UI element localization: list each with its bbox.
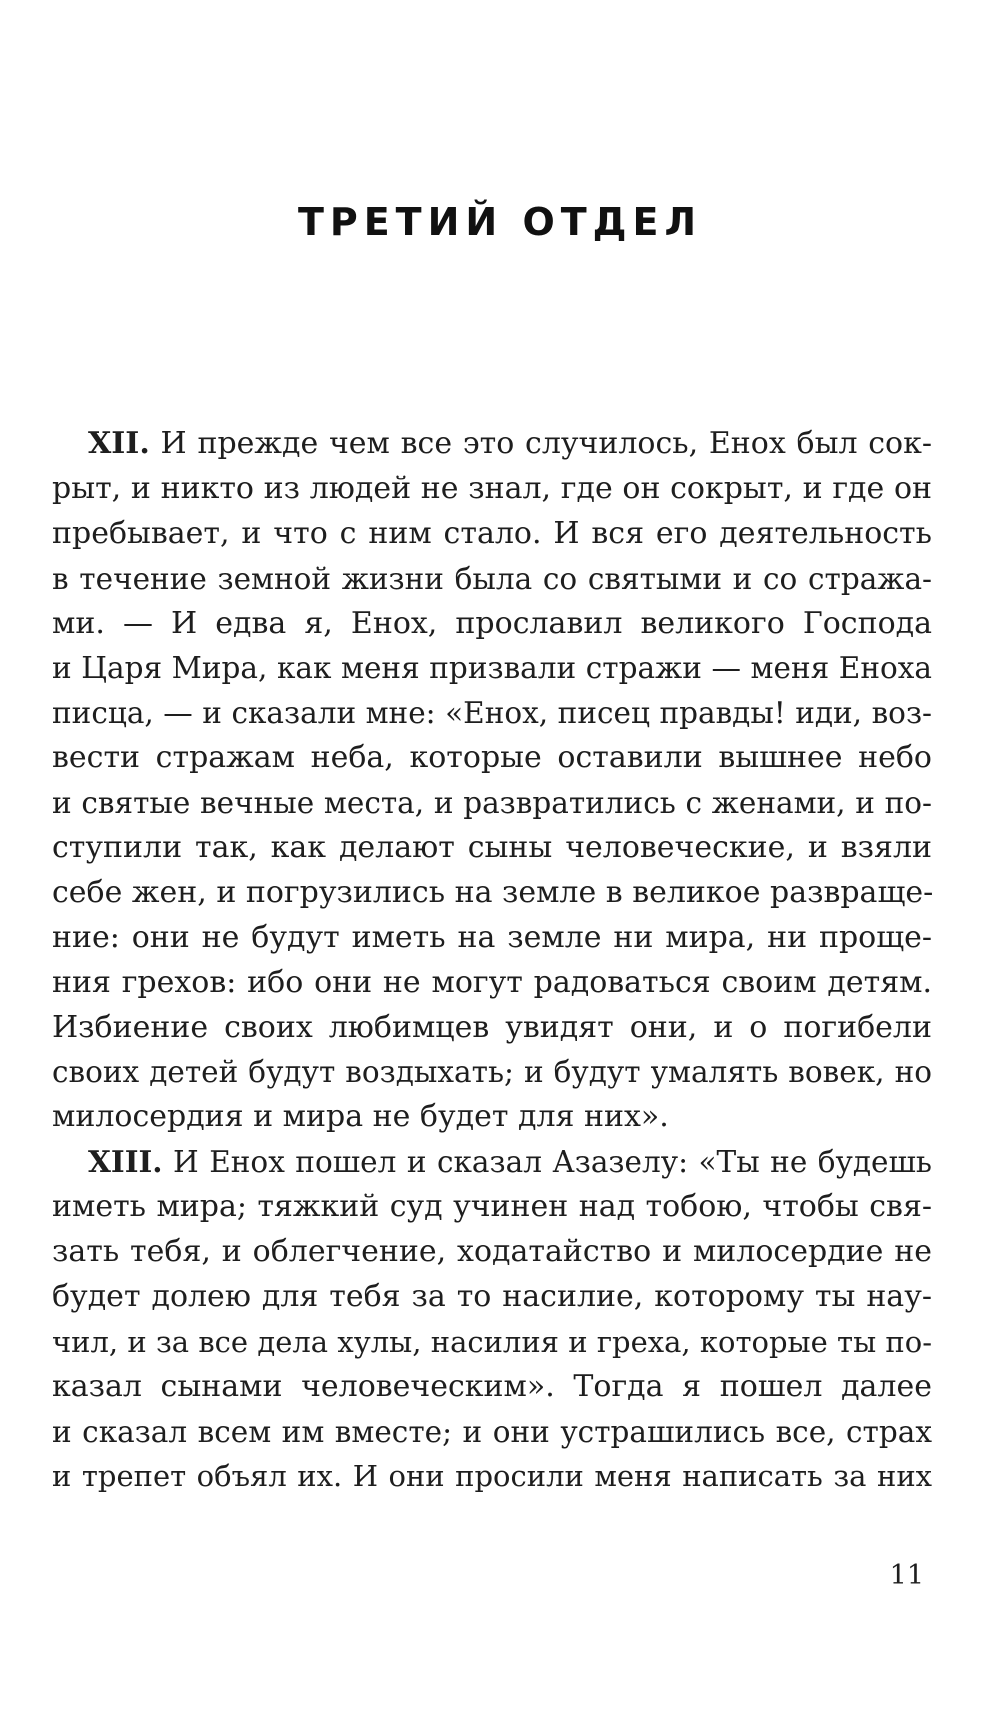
section-number: XIII.	[88, 1144, 163, 1180]
line-text: чил, и за все дела хулы, насилия и греха, которые ты по-	[52, 1324, 932, 1359]
body-text	[52, 422, 932, 1499]
text-line	[52, 1454, 932, 1499]
line-text: и Царя Мира, как меня призвали стражи — меня Еноха	[52, 651, 932, 686]
text-line	[52, 1050, 932, 1095]
line-text: ние: они не будут иметь на земле ни мира, ни проще-	[52, 919, 932, 955]
line-text: И Енох пошел и сказал Азазелу: «Ты не будешь	[162, 1145, 932, 1180]
line-text: зать тебя, и облегчение, ходатайство и милосердие не	[52, 1234, 932, 1270]
line-text: и сказал всем им вместе; и они устрашились все, страх	[52, 1414, 932, 1449]
line-text: в течение земной жизни была со святыми и со стража-	[52, 561, 932, 596]
text-line	[52, 1410, 932, 1455]
text-line	[52, 871, 932, 916]
line-text: рыт, и никто из людей не знал, где он сокрыт, и где он	[52, 470, 932, 506]
text-line	[52, 422, 932, 467]
line-text: Избиение своих любимцев увидят они, и о погибели	[52, 1009, 932, 1045]
text-line	[52, 1320, 932, 1365]
text-line	[52, 602, 932, 647]
line-text: И прежде чем все это случилось, Енох был сок-	[149, 426, 932, 461]
text-line	[52, 961, 932, 1006]
text-line	[52, 781, 932, 826]
text-line	[52, 736, 932, 781]
text-line	[52, 691, 932, 736]
text-line	[52, 1230, 932, 1275]
text-line	[52, 1185, 932, 1230]
text-line	[52, 916, 932, 961]
text-line	[52, 557, 932, 602]
text-line	[52, 826, 932, 871]
line-text: вести стражам неба, которые оставили вышнее небо	[52, 740, 932, 776]
line-text: себе жен, и погрузились на земле в великое развраще-	[52, 874, 934, 910]
text-line	[52, 1365, 932, 1410]
text-line	[52, 1095, 932, 1140]
line-text: милосердия и мира не будет для них».	[52, 1099, 669, 1135]
line-text: ступили так, как делают сыны человеческие, и взяли	[52, 830, 932, 866]
text-line	[52, 1140, 932, 1185]
text-line	[52, 646, 932, 691]
line-text: казал сынами человеческим». Тогда я пошел далее	[52, 1368, 932, 1404]
line-text: пребывает, и что с ним стало. И вся его деятельность	[52, 515, 932, 551]
line-text: ния грехов: ибо они не могут радоваться своим детям.	[52, 964, 932, 1000]
section-heading: ТРЕТИЙ ОТДЕЛ	[297, 200, 703, 244]
line-text: ми. — И едва я, Енох, прославил великого Господа	[52, 605, 932, 641]
page-number: 11	[889, 1560, 924, 1591]
line-text: писца, — и сказали мне: «Енох, писец правды! иди, воз-	[52, 696, 932, 731]
text-line	[52, 1006, 932, 1051]
text-line	[52, 467, 932, 512]
line-text: своих детей будут воздыхать; и будут умалять вовек, но	[52, 1055, 932, 1090]
section-number: XII.	[88, 426, 150, 461]
line-text: и святые вечные места, и развратились с женами, и по-	[52, 786, 932, 821]
line-text: и трепет объял их. И они просили меня написать за них	[52, 1459, 932, 1494]
text-line	[52, 1275, 932, 1320]
line-text: иметь мира; тяжкий суд учинен над тобою, чтобы свя-	[52, 1189, 932, 1225]
line-text: будет долею для тебя за то насилие, которому ты нау-	[52, 1278, 932, 1314]
text-line	[52, 512, 932, 557]
